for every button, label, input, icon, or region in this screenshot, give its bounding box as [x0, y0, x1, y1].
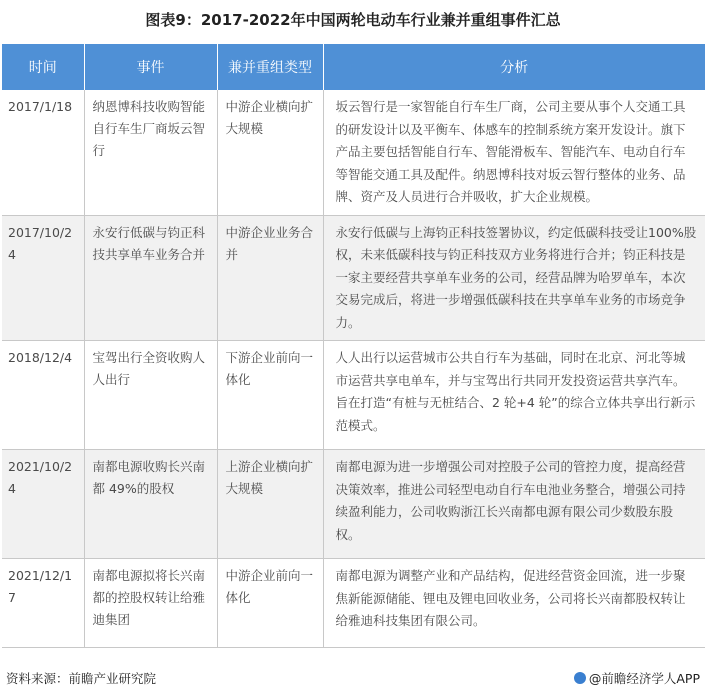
cell-analysis: 永安行低碳与上海钧正科技签署协议，约定低碳科技受让100%股权，未来低碳科技与钧正科技双方业务将进行合并；钧正科技是一家主要经营共享单车业务的公司，经营品牌为哈罗单车，本次交易完成后，将进一步增强低碳科技在共享单车业务的市场竞争力。 [323, 215, 705, 341]
table-row [2, 90, 705, 215]
cell-type: 中游企业前向一体化 [217, 559, 323, 648]
cell-type: 中游企业业务合并 [217, 215, 323, 341]
cell-type: 中游企业横向扩大规模 [217, 90, 323, 215]
app-credit-label: @前瞻经济学人APP [588, 671, 700, 686]
header-analysis: 分析 [323, 44, 705, 90]
source-note: 资料来源：前瞻产业研究院 [6, 671, 157, 686]
header-time: 时间 [2, 44, 84, 90]
mergers-table [2, 44, 705, 648]
table-row [2, 215, 705, 341]
table-row [2, 559, 705, 648]
app-logo-icon [574, 672, 586, 684]
table-header-row [2, 44, 705, 90]
cell-time: 2017/1/18 [2, 90, 84, 215]
chart-title: 图表9：2017-2022年中国两轮电动车行业兼并重组事件汇总 [145, 11, 561, 29]
cell-time: 2021/12/17 [2, 559, 84, 648]
cell-event: 南都电源拟将长兴南都的控股权转让给雅迪集团 [84, 559, 217, 648]
app-credit [574, 669, 700, 687]
cell-event: 南都电源收购长兴南都 49%的股权 [84, 450, 217, 559]
cell-event: 宝驾出行全资收购人人出行 [84, 341, 217, 450]
cell-time: 2018/12/4 [2, 341, 84, 450]
cell-type: 上游企业横向扩大规模 [217, 450, 323, 559]
cell-event: 纳恩博科技收购智能自行车生厂商坂云智行 [84, 90, 217, 215]
cell-analysis: 人人出行以运营城市公共自行车为基础，同时在北京、河北等城市运营共享电单车，并与宝驾出行共同开发投资运营共享汽车。旨在打造“有桩与无桩结合、2 轮+4 轮”的综合立体共享出行新示范模式。 [323, 341, 705, 450]
cell-type: 下游企业前向一体化 [217, 341, 323, 450]
table-row [2, 450, 705, 559]
cell-analysis: 坂云智行是一家智能自行车生厂商，公司主要从事个人交通工具的研发设计以及平衡车、体感车的控制系统方案开发设计。旗下产品主要包括智能自行车、智能滑板车、智能汽车、电动自行车等智能交通工具及配件。纳恩博科技对坂云智行整体的业务、品牌、资产及人员进行合并吸收，扩大企业规模。 [323, 90, 705, 215]
cell-time: 2021/10/24 [2, 450, 84, 559]
table-row [2, 341, 705, 450]
cell-time: 2017/10/24 [2, 215, 84, 341]
header-event: 事件 [84, 44, 217, 90]
header-type: 兼并重组类型 [217, 44, 323, 90]
cell-analysis: 南都电源为调整产业和产品结构，促进经营资金回流，进一步聚焦新能源储能、锂电及锂电回收业务，公司将长兴南都股权转让给雅迪科技集团有限公司。 [323, 559, 705, 648]
footer [0, 667, 706, 691]
cell-event: 永安行低碳与钧正科技共享单车业务合并 [84, 215, 217, 341]
cell-analysis: 南都电源为进一步增强公司对控股子公司的管控力度，提高经营决策效率，推进公司轻型电动自行车电池业务整合，增强公司持续盈利能力，公司收购浙江长兴南都电源有限公司少数股东股权。 [323, 450, 705, 559]
